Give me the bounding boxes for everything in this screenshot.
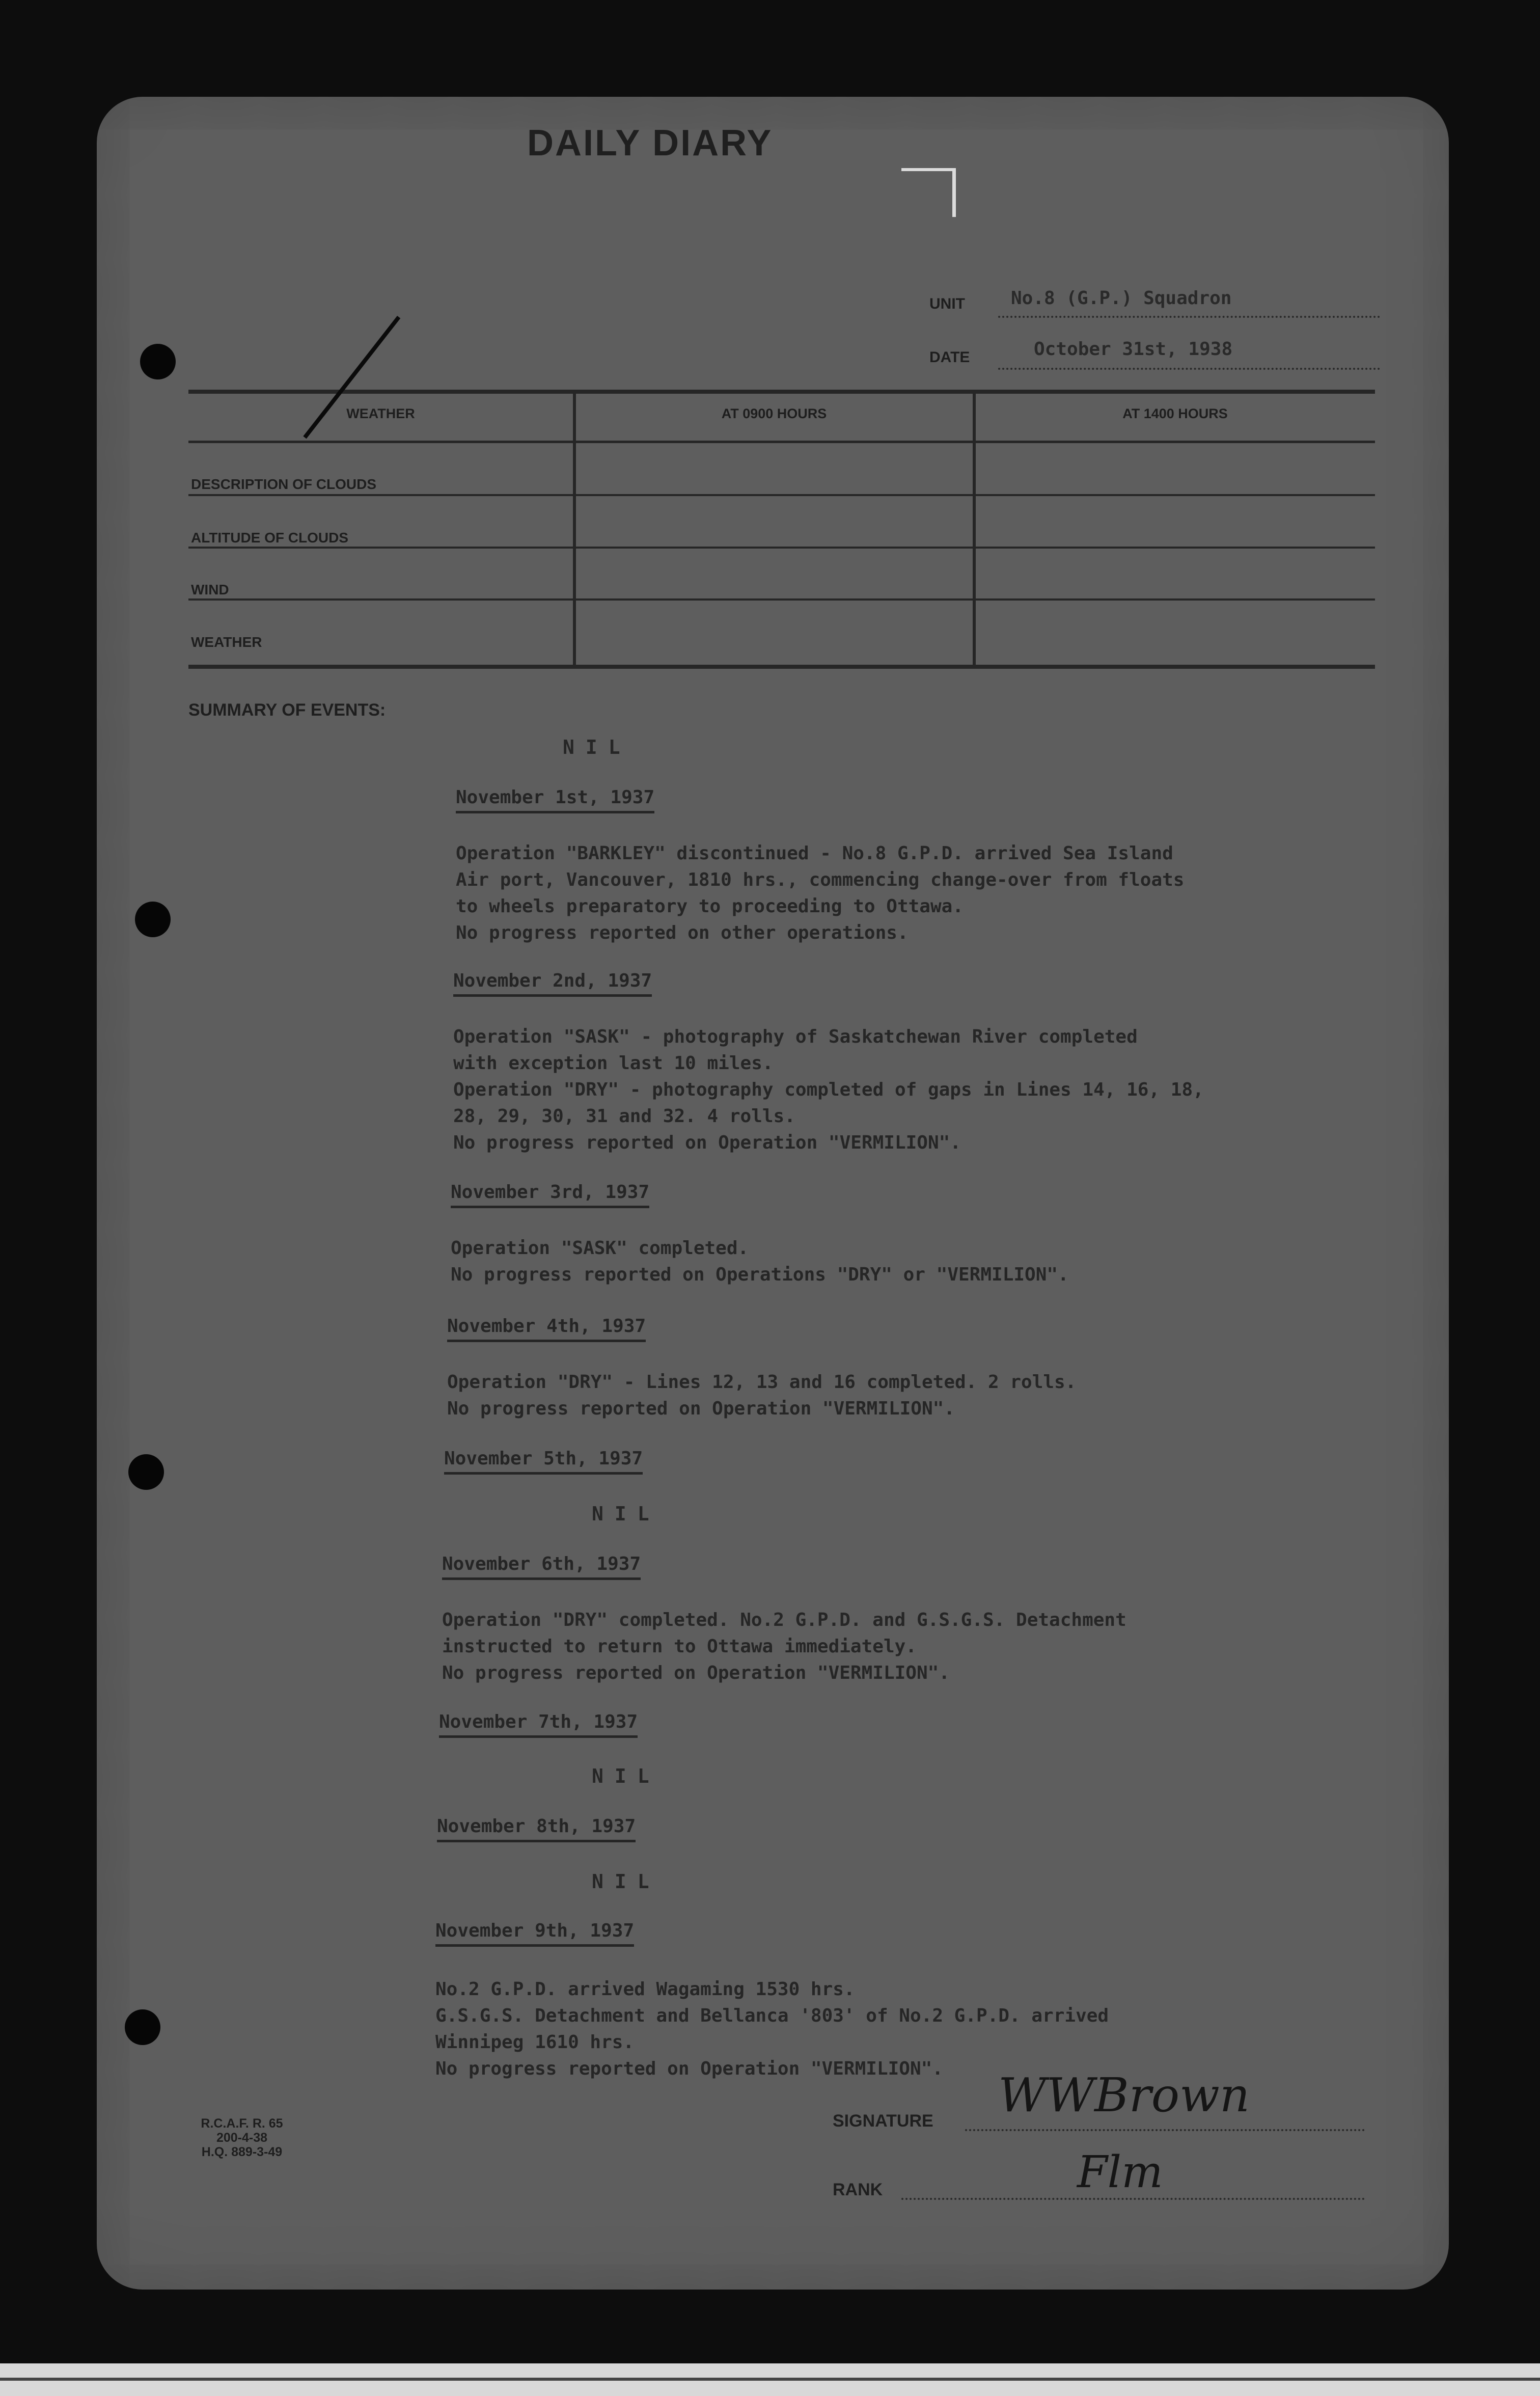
punch-hole xyxy=(128,1454,164,1490)
scan-strip-line xyxy=(0,2378,1540,2381)
table-rule xyxy=(188,494,1375,496)
entry-nov4: Operation "DRY" - Lines 12, 13 and 16 completed. 2 rolls. No progress reported on Operation "VERMILION". xyxy=(447,1372,1077,1419)
nil-entry: NIL xyxy=(592,1503,661,1525)
rank-signature: Flm xyxy=(1077,2147,1163,2198)
weather-table xyxy=(188,390,1375,669)
entry-nov3: Operation "SASK" completed. No progress reported on Operations "DRY" or "VERMILION". xyxy=(451,1238,1069,1285)
rank-line xyxy=(901,2198,1365,2200)
nil-entry: NIL xyxy=(563,736,631,758)
date-heading-nov7: November 7th, 1937 xyxy=(439,1711,638,1738)
form-code xyxy=(176,2116,308,2159)
date-underline xyxy=(998,368,1380,370)
row-label-weather: WEATHER xyxy=(191,634,262,650)
rank-label: RANK xyxy=(833,2180,883,2199)
table-border xyxy=(188,665,1375,669)
date-heading-nov2: November 2nd, 1937 xyxy=(453,970,652,997)
date-value: October 31st, 1938 xyxy=(1034,339,1233,360)
form-code-line: 200-4-38 xyxy=(216,2131,268,2145)
punch-hole xyxy=(135,902,171,937)
scan-bottom-strip xyxy=(0,2363,1540,2396)
nil-entry: NIL xyxy=(592,1765,661,1787)
form-title: DAILY DIARY xyxy=(527,123,773,164)
row-label-altitude: ALTITUDE OF CLOUDS xyxy=(191,530,349,546)
form-code-line: H.Q. 889-3-49 xyxy=(201,2145,283,2159)
signature-line xyxy=(965,2129,1365,2131)
signature-label: SIGNATURE xyxy=(833,2111,933,2131)
form-code-line: R.C.A.F. R. 65 xyxy=(201,2116,283,2131)
nil-entry: NIL xyxy=(592,1870,661,1893)
entry-nov9: No.2 G.P.D. arrived Wagaming 1530 hrs. G.S.G.S. Detachment and Bellanca '803' of No.2 G.P.D. arrived Winnipeg 1610 hrs. No progress reported on Operation "VERMILION". xyxy=(435,1979,1109,2079)
row-label-description: DESCRIPTION OF CLOUDS xyxy=(191,476,377,492)
corner-mark xyxy=(901,168,956,217)
table-col-divider xyxy=(973,390,976,669)
col-header-1400: AT 1400 HOURS xyxy=(1122,406,1228,421)
signature: WWBrown xyxy=(998,2068,1250,2122)
summary-label: SUMMARY OF EVENTS: xyxy=(188,700,386,720)
table-rule xyxy=(188,598,1375,601)
punch-hole xyxy=(125,2009,160,2045)
col-header-0900: AT 0900 HOURS xyxy=(721,406,827,421)
table-border xyxy=(188,390,1375,394)
date-heading-nov3: November 3rd, 1937 xyxy=(451,1182,649,1208)
row-label-wind: WIND xyxy=(191,582,229,597)
unit-label: UNIT xyxy=(929,295,965,312)
date-heading-nov4: November 4th, 1937 xyxy=(447,1316,646,1342)
date-heading-nov6: November 6th, 1937 xyxy=(442,1554,641,1580)
col-header-weather: WEATHER xyxy=(346,406,415,421)
date-heading-nov5: November 5th, 1937 xyxy=(444,1448,643,1475)
punch-hole xyxy=(140,344,176,379)
date-heading-nov9: November 9th, 1937 xyxy=(435,1920,634,1947)
entry-nov2: Operation "SASK" - photography of Saskatchewan River completed with exception last 10 miles. Operation "DRY" - photography completed of gaps in Lines 14, 16, 18, 28, 29, 30, 31 and 32. 4 rolls. No progress reported on Operation "VERMILION". xyxy=(453,1026,1204,1153)
unit-underline xyxy=(998,316,1380,318)
table-rule xyxy=(188,441,1375,443)
entry-nov1: Operation "BARKLEY" discontinued - No.8 G.P.D. arrived Sea Island Air port, Vancouver, 1810 hrs., commencing change-over from floats to wheels preparatory to proceeding to Ottawa. No progress reported on other operations. xyxy=(456,843,1185,943)
unit-value: No.8 (G.P.) Squadron xyxy=(1011,288,1232,309)
date-label: DATE xyxy=(929,349,970,366)
table-rule xyxy=(188,547,1375,549)
date-heading-nov1: November 1st, 1937 xyxy=(456,787,654,813)
date-heading-nov8: November 8th, 1937 xyxy=(437,1816,636,1842)
table-col-divider xyxy=(573,390,576,669)
entry-nov6: Operation "DRY" completed. No.2 G.P.D. and G.S.G.S. Detachment instructed to return to Ottawa immediately. No progress reported on Operation "VERMILION". xyxy=(442,1610,1126,1683)
